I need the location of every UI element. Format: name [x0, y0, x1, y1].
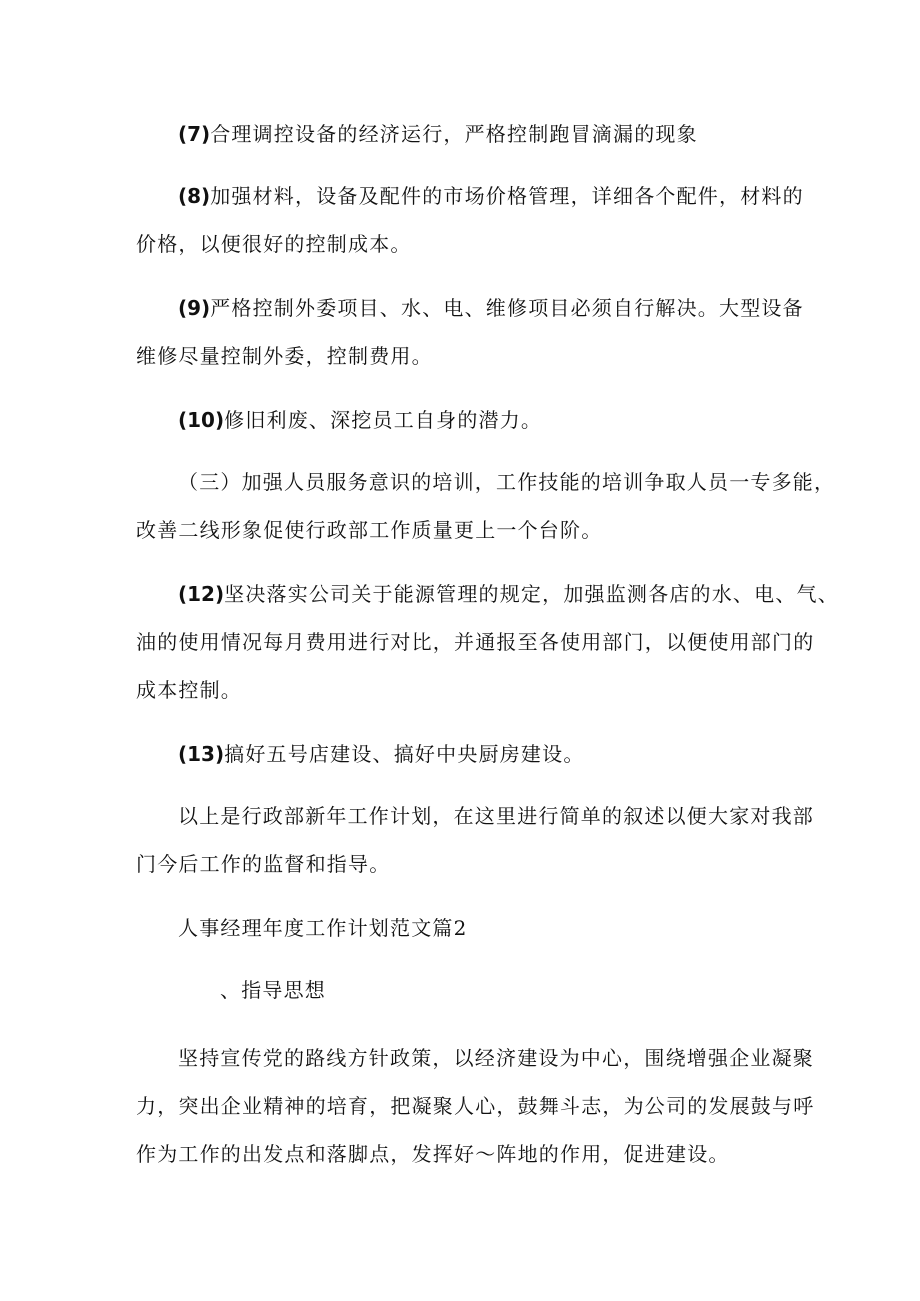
text-line — [136, 570, 839, 618]
text-line — [136, 666, 796, 714]
text-line — [178, 110, 838, 158]
text-line — [178, 904, 838, 952]
paragraph-9 — [136, 284, 804, 380]
line-text: 以上是行政部新年工作计划，在这里进行简单的叙述以便大家对我部 — [178, 804, 814, 828]
section-heading — [178, 904, 838, 952]
item-number: (7) — [178, 122, 211, 146]
line-text: 门今后工作的监督和指导。 — [136, 852, 391, 876]
line-text: 作为工作的出发点和落脚点，发挥好〜阵地的作用，促进建设。 — [136, 1142, 730, 1166]
line-text: 坚决落实公司关于能源管理的规定，加强监测各店的水、电、气、 — [224, 582, 839, 606]
heading-text: 人事经理年度工作计划范文篇2 — [178, 916, 468, 940]
text-line — [136, 1034, 814, 1082]
paragraph-13 — [178, 730, 838, 778]
line-text: 力，突出企业精神的培育，把凝聚人心，鼓舞斗志，为公司的发展鼓与呼 — [136, 1094, 815, 1118]
item-number: (12) — [178, 582, 225, 606]
paragraph-guiding-thought — [136, 1034, 815, 1178]
heading-text: 、指导思想 — [220, 978, 326, 1002]
line-text: 油的使用情况每月费用进行对比，并通报至各使用部门，以便使用部门的 — [136, 630, 815, 654]
line-text: 成本控制。 — [136, 678, 242, 702]
paragraph-7 — [178, 110, 838, 158]
line-text: 修旧利废、深挖员工自身的潜力。 — [224, 408, 543, 432]
line-text: 价格，以便很好的控制成本。 — [136, 232, 412, 256]
text-line — [136, 792, 814, 840]
paragraph-8 — [136, 172, 804, 268]
item-number: (9) — [178, 296, 211, 320]
item-number: (10) — [178, 408, 225, 432]
paragraph-section-3 — [136, 458, 836, 554]
line-text: 坚持宣传党的路线方针政策，以经济建设为中心，围绕增强企业凝聚 — [178, 1046, 814, 1070]
item-number: (8) — [178, 184, 211, 208]
text-line — [136, 172, 804, 220]
text-line — [136, 458, 836, 506]
text-line — [136, 284, 804, 332]
line-text: （三）加强人员服务意识的培训，工作技能的培训争取人员一专多能， — [178, 470, 836, 494]
line-text: 改善二线形象促使行政部工作质量更上一个台阶。 — [136, 518, 603, 542]
line-text: 搞好五号店建设、搞好中央厨房建设。 — [224, 742, 585, 766]
text-line — [136, 506, 796, 554]
text-line — [220, 966, 880, 1014]
text-line — [178, 396, 838, 444]
text-line — [136, 840, 796, 888]
line-text: 加强材料，设备及配件的市场价格管理，详细各个配件，材料的 — [210, 184, 804, 208]
text-line — [136, 220, 796, 268]
item-number: (13) — [178, 742, 225, 766]
text-line — [136, 1130, 796, 1178]
text-line — [136, 1082, 815, 1130]
line-text: 严格控制外委项目、水、电、维修项目必须自行解决。大型设备 — [210, 296, 804, 320]
line-text: 维修尽量控制外委，控制费用。 — [136, 344, 433, 368]
text-line — [136, 332, 796, 380]
paragraph-10 — [178, 396, 838, 444]
subsection-heading — [220, 966, 880, 1014]
text-line — [136, 618, 815, 666]
paragraph-summary — [136, 792, 814, 888]
paragraph-12 — [136, 570, 839, 714]
text-line — [178, 730, 838, 778]
line-text: 合理调控设备的经济运行，严格控制跑冒滴漏的现象 — [210, 122, 698, 146]
